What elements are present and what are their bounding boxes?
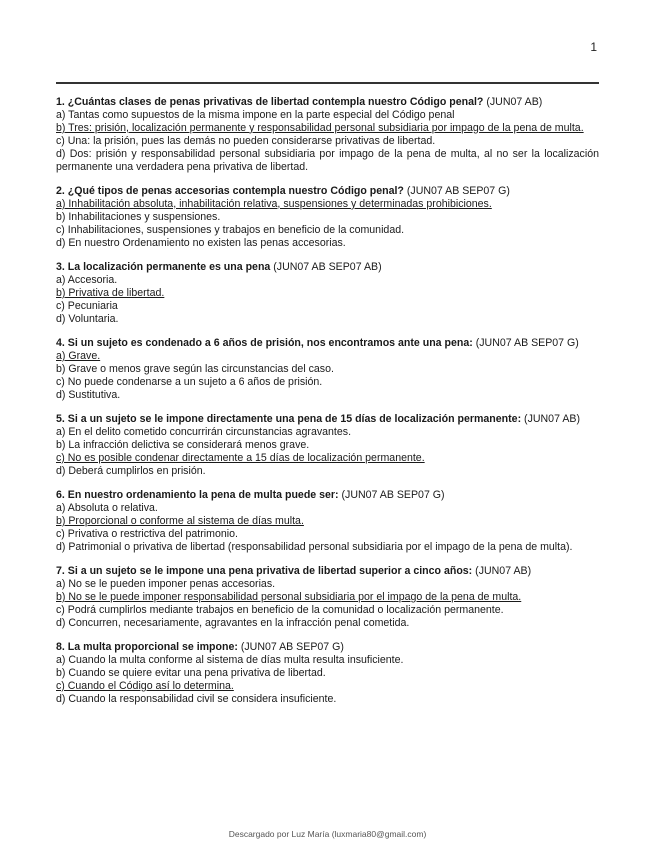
page-number: 1: [590, 40, 597, 54]
answer-option: d) Cuando la responsabilidad civil se considera insuficiente.: [56, 692, 337, 705]
answer-option-correct: c) Cuando el Código así lo determina.: [56, 679, 234, 692]
answer-option-correct: b) No se le puede imponer responsabilidad personal subsidiaria por el impago de la pena de multa.: [56, 590, 522, 603]
question-item: [56, 413, 599, 478]
answer-option: d) Sustitutiva.: [56, 388, 121, 401]
header-divider: [56, 82, 599, 84]
question-heading: [56, 96, 599, 109]
question-heading: [56, 489, 599, 502]
exam-session-tag: (JUN07 AB): [486, 96, 543, 108]
answer-option: c) Privativa o restrictiva del patrimonio.: [56, 527, 238, 540]
answer-option: c) Una: la prisión, pues las demás no pueden considerarse privativas de libertad.: [56, 134, 436, 147]
answer-option: b) Grave o menos grave según las circunstancias del caso.: [56, 362, 334, 375]
answer-option-correct: c) No es posible condenar directamente a 15 días de localización permanente.: [56, 451, 425, 464]
question-item: [56, 337, 599, 402]
question-heading: [56, 337, 599, 350]
answer-option: a) Cuando la multa conforme al sistema de días multa resulta insuficiente.: [56, 654, 404, 667]
answer-option: a) Accesoria.: [56, 273, 118, 286]
answer-option: d) En nuestro Ordenamiento no existen las penas accesorias.: [56, 236, 346, 249]
question-title: 1. ¿Cuántas clases de penas privativas de libertad contempla nuestro Código penal?: [56, 96, 484, 108]
answer-option-correct: b) Privativa de libertad.: [56, 286, 165, 299]
question-item: [56, 641, 599, 706]
exam-session-tag: (JUN07 AB SEP07 G): [406, 184, 510, 197]
answer-option: c) Podrá cumplirlos mediante trabajos en beneficio de la comunidad o localización permanente.: [56, 603, 504, 616]
question-heading: [56, 185, 599, 198]
answer-option: d) Voluntaria.: [56, 312, 119, 325]
question-heading: [56, 413, 599, 426]
answer-option: c) Inhabilitaciones, suspensiones y trabajos en beneficio de la comunidad.: [56, 223, 405, 236]
question-heading: [56, 565, 599, 578]
question-title: 6. En nuestro ordenamiento la pena de multa puede ser:: [56, 489, 339, 502]
question-list: [56, 96, 599, 717]
exam-session-tag: (JUN07 AB): [475, 565, 532, 578]
question-item: [56, 489, 599, 554]
question-heading: [56, 641, 599, 654]
answer-option-correct: b) Proporcional o conforme al sistema de días multa.: [56, 514, 304, 527]
exam-session-tag: (JUN07 AB SEP07 G): [475, 337, 579, 349]
question-title: 4. Si un sujeto es condenado a 6 años de prisión, nos encontramos ante una pena:: [56, 337, 473, 349]
question-title: 7. Si a un sujeto se le impone una pena privativa de libertad superior a cinco años:: [56, 565, 473, 578]
question-title: 3. La localización permanente es una pena: [56, 260, 271, 273]
question-item: [56, 261, 599, 326]
question-title: 2. ¿Qué tipos de penas accesorias contempla nuestro Código penal?: [56, 184, 404, 197]
question-item: [56, 96, 599, 173]
answer-option: d) Concurren, necesariamente, agravantes en la infracción penal cometida.: [56, 616, 410, 629]
answer-option-correct: a) Grave.: [56, 349, 101, 362]
answer-option: b) La infracción delictiva se considerará menos grave.: [56, 438, 310, 451]
answer-option: b) Cuando se quiere evitar una pena privativa de libertad.: [56, 666, 326, 679]
answer-option: d) Deberá cumplirlos en prisión.: [56, 464, 206, 477]
answer-option: a) No se le pueden imponer penas accesorias.: [56, 578, 276, 590]
exam-session-tag: (JUN07 AB): [524, 413, 580, 426]
answer-option: d) Patrimonial o privativa de libertad (responsabilidad personal subsidiaria por el impago de la pena de multa).: [56, 540, 573, 553]
answer-option: c) Pecuniaria: [56, 299, 118, 312]
exam-session-tag: (JUN07 AB SEP07 AB): [273, 260, 382, 273]
question-item: [56, 185, 599, 250]
answer-option: a) Absoluta o relativa.: [56, 501, 158, 514]
download-footer: Descargado por Luz María (luxmaria80@gmail.com): [228, 829, 427, 839]
answer-option: d) Dos: prisión y responsabilidad personal subsidiaria por impago de la pena de multa, al no ser la localización permanente una verdadera pena privativa de libertad.: [56, 147, 599, 173]
exam-session-tag: (JUN07 AB SEP07 G): [341, 489, 445, 502]
question-title: 5. Si a un sujeto se le impone directamente una pena de 15 días de localización permanente:: [56, 413, 522, 426]
answer-option-correct: a) Inhabilitación absoluta, inhabilitación relativa, suspensiones y determinadas prohibiciones.: [56, 197, 492, 210]
question-item: [56, 565, 599, 630]
answer-option: a) En el delito cometido concurrirán circunstancias agravantes.: [56, 425, 352, 438]
answer-option: b) Inhabilitaciones y suspensiones.: [56, 210, 221, 223]
answer-option-correct: b) Tres: prisión, localización permanente y responsabilidad personal subsidiaria por impago de la pena de multa.: [56, 121, 584, 134]
answer-option: c) No puede condenarse a un sujeto a 6 años de prisión.: [56, 375, 323, 388]
answer-option: a) Tantas como supuestos de la misma impone en la parte especial del Código penal: [56, 108, 455, 121]
question-heading: [56, 261, 599, 274]
exam-session-tag: (JUN07 AB SEP07 G): [240, 641, 344, 654]
question-title: 8. La multa proporcional se impone:: [56, 641, 238, 654]
